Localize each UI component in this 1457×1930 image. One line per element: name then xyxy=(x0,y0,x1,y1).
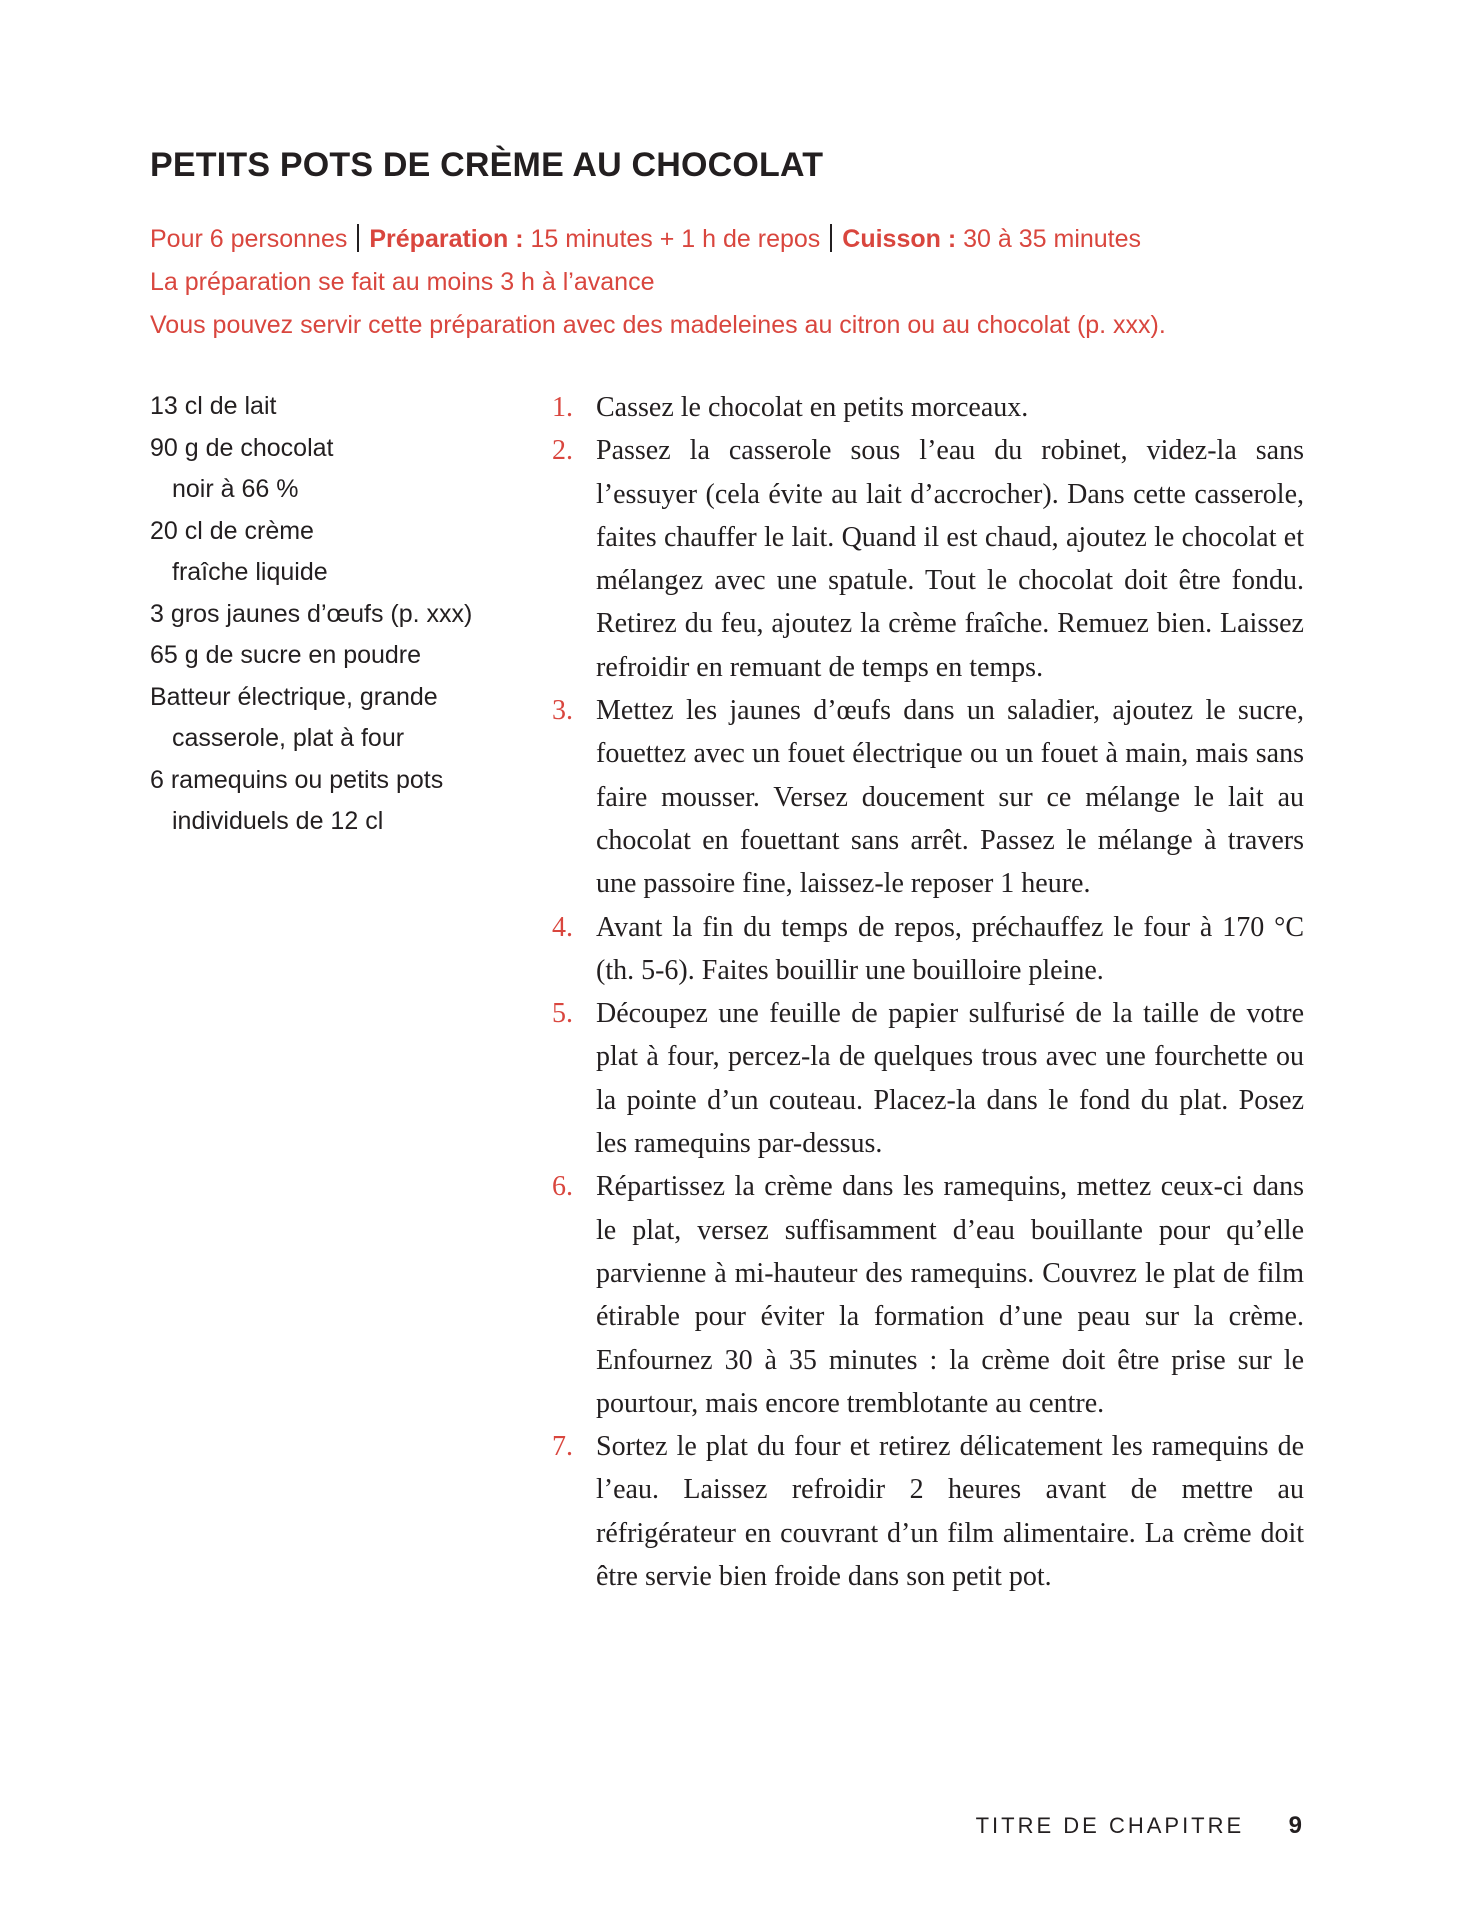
serving-suggestion: Vous pouvez servir cette préparation avec des madeleines au citron ou au chocolat (p. xxx). xyxy=(150,311,1166,339)
step-number: 6. xyxy=(552,1171,573,1203)
step-number: 4. xyxy=(552,911,573,943)
ingredient-item xyxy=(150,511,530,594)
ingredient-list xyxy=(150,386,530,843)
advance-note: La préparation se fait au moins 3 h à l’avance xyxy=(150,268,655,296)
prep-label: Préparation : xyxy=(369,225,524,253)
ingredient-item xyxy=(150,428,530,511)
recipe-meta xyxy=(150,218,1166,347)
cook-label: Cuisson : xyxy=(842,225,957,253)
ingredient-text-continued: casserole, plat à four xyxy=(172,724,405,752)
step-text: Passez la casserole sous l’eau du robinet, videz-la sans l’essuyer (cela évite au lait d’accrocher). Dans cette casserole, faites chauffer le lait. Quand il est chaud, ajoutez le chocolat et mélangez avec une spatule. Tout le chocolat doit être fondu. Retirez du feu, ajoutez la crème fraîche. Remuez bien. Laissez refroidir en remuant de temps en temps. xyxy=(596,435,1304,683)
page-footer xyxy=(976,1812,1302,1840)
step-item xyxy=(552,429,1304,689)
servings: Pour 6 personnes xyxy=(150,225,348,253)
ingredient-item xyxy=(150,677,530,760)
ingredient-text-continued: individuels de 12 cl xyxy=(172,807,384,835)
ingredient-text: 20 cl de crème xyxy=(150,516,314,545)
step-number: 2. xyxy=(552,435,573,467)
ingredient-text: 90 g de chocolat xyxy=(150,433,334,462)
step-number: 7. xyxy=(552,1431,573,1463)
page-number: 9 xyxy=(1288,1812,1302,1839)
recipe-meta-summary xyxy=(150,218,1166,261)
step-text: Cassez le chocolat en petits morceaux. xyxy=(596,392,1029,423)
step-text: Découpez une feuille de papier sulfurisé de la taille de votre plat à four, percez-la de quelques trous avec une fourchette ou la pointe d’un couteau. Placez-la dans le fond du plat. Posez les ramequins par-dessus. xyxy=(596,998,1304,1160)
ingredient-text: 6 ramequins ou petits pots xyxy=(150,765,444,794)
ingredient-item xyxy=(150,386,530,428)
ingredient-item xyxy=(150,760,530,843)
step-item xyxy=(552,386,1304,429)
ingredient-text: 3 gros jaunes d’œufs (p. xxx) xyxy=(150,599,473,628)
step-number: 5. xyxy=(552,998,573,1030)
prep-time: 15 minutes + 1 h de repos xyxy=(523,225,821,253)
step-text: Répartissez la crème dans les ramequins, mettez ceux-ci dans le plat, versez suffisamment d’eau bouillante pour qu’elle parvienne à mi-hauteur des ramequins. Couvrez le plat de film étirable pour éviter la formation d’une peau sur la crème. Enfournez 30 à 35 minutes : la crème doit être prise sur le pourtour, mais encore tremblotante au centre. xyxy=(596,1171,1304,1419)
step-number: 3. xyxy=(552,695,573,727)
ingredient-item xyxy=(150,594,530,636)
ingredient-text: 65 g de sucre en poudre xyxy=(150,641,422,669)
chapter-title: TITRE DE CHAPITRE xyxy=(975,1813,1245,1838)
step-text: Sortez le plat du four et retirez délicatement les ramequins de l’eau. Laissez refroidir 2 heures avant de mettre au réfrigérateur en couvrant d’un film alimentaire. La crème doit être servie bien froide dans son petit pot. xyxy=(596,1431,1304,1593)
step-number: 1. xyxy=(552,392,573,423)
step-item xyxy=(552,906,1304,993)
ingredient-item xyxy=(150,635,530,677)
step-list xyxy=(552,386,1304,1598)
cook-time: 30 à 35 minutes xyxy=(956,225,1142,253)
recipe-title: PETITS POTS DE CRÈME AU CHOCOLAT xyxy=(150,146,824,184)
step-item xyxy=(552,689,1304,905)
step-item xyxy=(552,1425,1304,1598)
ingredient-text-continued: noir à 66 % xyxy=(172,475,299,503)
ingredient-text-continued: fraîche liquide xyxy=(172,558,328,586)
step-text: Mettez les jaunes d’œufs dans un saladier, ajoutez le sucre, fouettez avec un fouet électrique ou un fouet à main, mais sans faire mousser. Versez doucement sur ce mélange le lait au chocolat en fouettant sans arrêt. Passez le mélange à travers une passoire fine, laissez-le reposer 1 heure. xyxy=(596,695,1304,900)
step-item xyxy=(552,992,1304,1165)
ingredient-text: 13 cl de lait xyxy=(150,392,277,420)
separator xyxy=(830,224,832,252)
ingredient-text: Batteur électrique, grande xyxy=(150,682,438,711)
step-item xyxy=(552,1165,1304,1425)
separator xyxy=(357,224,359,252)
step-text: Avant la fin du temps de repos, préchauffez le four à 170 °C (th. 5-6). Faites bouillir une bouilloire pleine. xyxy=(596,911,1304,986)
